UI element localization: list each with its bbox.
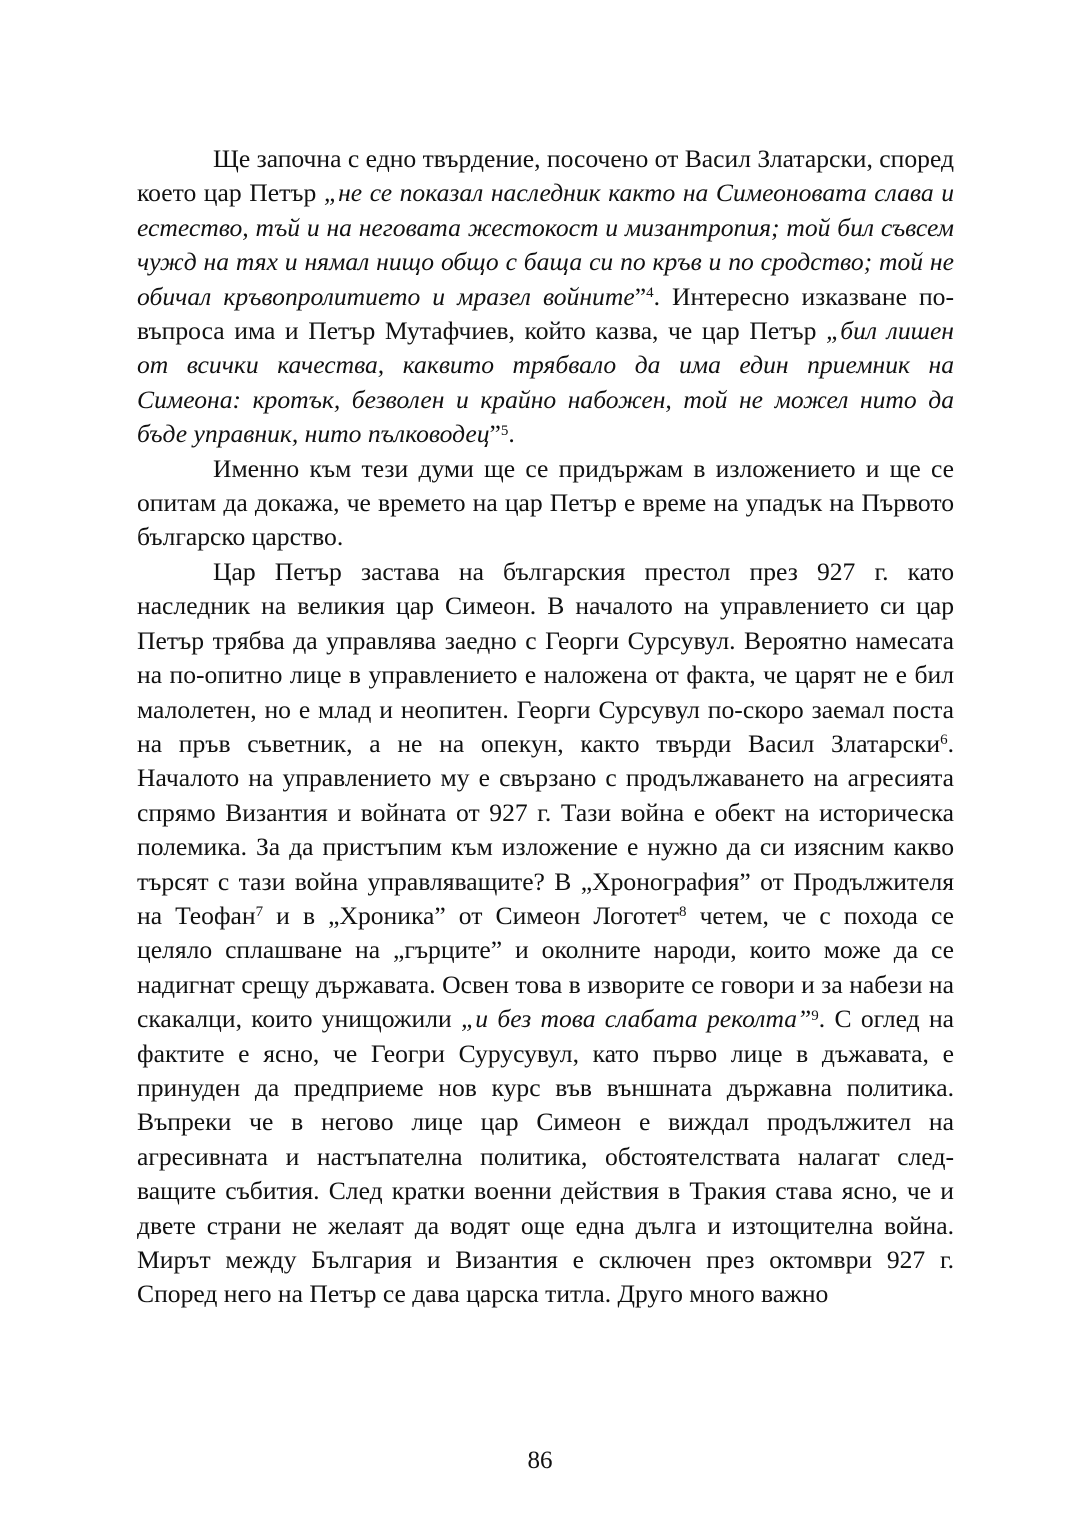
body-text bbox=[137, 142, 954, 1312]
paragraph-1-seg-0: Ще започна с едно твърдение, посочено от Васил Златарски, според което цар Петър bbox=[137, 144, 954, 208]
paragraph-3 bbox=[137, 555, 954, 1312]
quote-close-mark: ” bbox=[634, 281, 647, 311]
footnote-ref-8: 8 bbox=[678, 904, 687, 921]
footnote-ref-4: 4 bbox=[646, 285, 654, 302]
paragraph-3-seg-9: . С оглед на фактите е ясно, че Геогри Сурусувул, като първо лице в дъжавата, е принуден да предприеме нов курс във външната държавна политика. Въпреки че в негово лице цар Симеон е виждал продължител на агресивната и настъпателна политика, обстоятелствата налагат следващите събития. След кратки военни действия в Тракия става ясно, че и двете страни не желаят да водят още една дълга и изтощителна война. Мирът между България и Византия е сключен през октомври 927 г. Според него на Петър се дава царска титла. Друго много важно bbox=[137, 1004, 954, 1309]
quote-close-mark: ” bbox=[489, 419, 501, 449]
paragraph-3-seg-4: и в „Хроника” от Симеон Логотет bbox=[263, 900, 679, 930]
paragraph-1-seg-8: . bbox=[508, 419, 515, 449]
quote-zlatarski: „не се показал наследник както на Симеоновата слава и естество, тъй и на неговата жестокост и мизантропия; той бил съвсем чужд на тях и нямал нищо общо с баща си по кръв и по сродство; той не обичал кръвопролитието и мразел войните bbox=[137, 178, 954, 311]
quote-harvest: „и без това слабата реколта” bbox=[461, 1004, 812, 1034]
paragraph-1-seg-4: . Интересно изказване по-въпроса има и Петър Мутафчиев, който казва, че цар Петър bbox=[137, 281, 954, 346]
paragraph-2-text: Именно към тези думи ще се придържам в изложението и ще се опитам да докажа, че времето на цар Петър е време на упадък на Първото българско царство. bbox=[137, 453, 954, 552]
page-number: 86 bbox=[527, 1447, 553, 1474]
quote-mutafchiev: „бил лишен от всички качества, каквито трябвало да има един приемник на Симеона: кротък, безволен и крайно набожен, той не можел нито да бъде управник, нито пълководец bbox=[137, 316, 954, 449]
footnote-ref-6: 6 bbox=[940, 732, 948, 749]
paragraph-3-seg-0: Цар Петър застава на българския престол през 927 г. като наследник на великия цар Симеон. В началото на управлението си цар Петър трябва да управлява заедно с Георги Сурсувул. Вероятно намесата на по-опитно лице в управлението е наложена от факта, че царят не е бил малолетен, но е млад и неопитен. Георги Сурсувул по-скоро заемал поста на пръв съветник, а не на опекун, както твърди Васил Златарски bbox=[137, 556, 954, 758]
paragraph-2 bbox=[137, 452, 954, 555]
paragraph-3-seg-2: . Началото на управлението му е свързано с продължаването на агресията спрямо Византия и войната от 927 г. Тази война е обект на историческа полемика. За да пристъпим към изложение е нужно да си изясним какво търсят с тази война управляващите? В „Хронография” от Продължителя на Теофан bbox=[137, 728, 954, 930]
paragraph-1 bbox=[137, 142, 954, 452]
paragraph-3-seg-6: четем, че с похода се целяло сплашване на „гърците” и околните народи, които може да се надигнат срещу държавата. Освен това в изворите се говори и за набези на скакалци, които унищожили bbox=[137, 900, 954, 1034]
footnote-ref-7: 7 bbox=[255, 904, 264, 921]
footnote-ref-9: 9 bbox=[811, 1007, 819, 1024]
footnote-ref-5: 5 bbox=[500, 422, 509, 439]
